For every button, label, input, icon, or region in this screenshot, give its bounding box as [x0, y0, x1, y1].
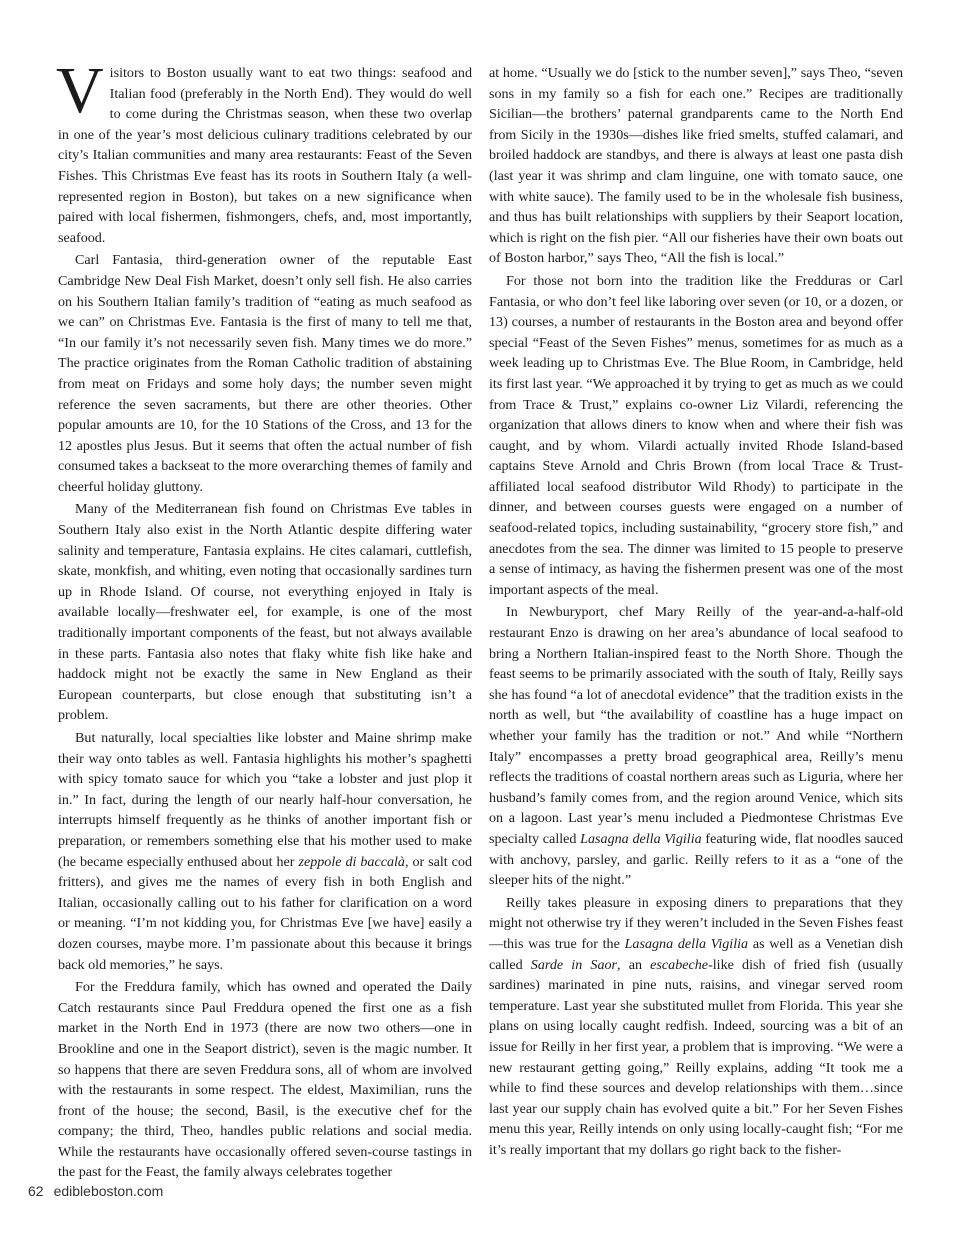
paragraph — [489, 602, 903, 890]
italic-term: zeppole di baccalà — [298, 853, 405, 870]
paragraph: at home. “Usually we do [stick to the number seven],” says Theo, “seven sons in my family so a fish for each one.” Recipes are traditionally Sicilian—the brothers’ paternal grandparents came to the North End from Sicily in the 1930s—dishes like fried smelts, stuffed calamari, and broiled haddock are standbys, and there is always at least one pasta dish (last year it was shrimp and clam linguine, one with tomato sauce, one with white sauce). The family used to be in the wholesale fish business, and thus has built relationships with suppliers by their Seaport location, which is right on the fish pier. “All our fisheries have their own boats out of Boston harbor,” says Theo, “All the fish is local.” — [489, 65, 903, 267]
italic-term: Sarde in Saor — [530, 956, 618, 973]
paragraph-text: -like dish of fried fish (usually sardines) marinated in pine nuts, raisins, and vinegar served room temperature. Last year she substituted mullet from Florida. This year she plans on using locally caught redfish. Indeed, sourcing was a bit of an issue for Reilly in her first year, a problem that is improving. “We were a new restaurant getting going,” Reilly explains, adding “It took me a while to find these sources and develop relationships with them…since last year our supply chain has evolved quite a bit.” For her Seven Fishes menu this year, Reilly intends on only using locally-caught fish; “For me it’s really important that my dollars go right back to the fisher- — [489, 956, 903, 1158]
paragraph-text: But naturally, local specialties like lobster and Maine shrimp make their way onto tables as well. Fantasia highlights his mother’s spaghetti with spicy tomato sauce for which you “take a lobster and just plop it in.” In fact, during the length of our nearly half-hour conversation, he interrupts himself frequently as he thinks of another important fish or preparation, or remembers something else that his mother used to make (he became especially enthused about her — [58, 730, 472, 870]
paragraph: For those not born into the tradition like the Fredduras or Carl Fantasia, or who don’t feel like laboring over seven (or 10, or a dozen, or 13) courses, a number of restaurants in the Boston area and beyond offer special “Feast of the Seven Fishes” menus, sometimes for as much as a week leading up to Christmas Eve. The Blue Room, in Cambridge, held its first last year. “We approached it by trying to get as much as we could from Trace & Trust,” explains co-owner Liz Vilardi, referencing the organization that allows diners to know when and where their fish was caught, and by whom. Vilardi actually invited Rhode Island-based captains Steve Arnold and Chris Brown (from local Trace & Trust-affiliated local seafood distributor Wild Rhody) to participate in the dinner, and between courses guests were engaged on a number of seafood-related topics, including sustainability, “grocery store fish,” and anecdotes from the sea. The dinner was limited to 15 people to preserve a sense of intimacy, as having the fishermen present was one of the most important aspects of the meal. — [489, 272, 903, 598]
paragraph-text: , or salt cod fritters), and gives me the names of every fish in both English and Italian, occasionally calling out to his father for clarification on a word or meaning. “I’m not kidding you, for Christmas Eve [we have] easily a dozen courses, maybe more. I’m passionate about this because it brings back old memories,” he says. — [58, 853, 473, 973]
italic-term: escabeche — [650, 956, 709, 973]
paragraph: Carl Fantasia, third-generation owner of the reputable East Cambridge New Deal Fish Market, doesn’t only sell fish. He also carries on his Southern Italian family’s tradition of “eating as much seafood as we can” on Christmas Eve. Fantasia is the first of many to tell me that, “In our family it’s not necessarily seven fish. Many times we do more.” The practice originates from the Roman Catholic tradition of abstaining from meat on Fridays and some holy days; the number seven might reference the seven sacraments, but there are other theories. Other popular amounts are 10, for the 10 Stations of the Cross, and 13 for the 12 apostles plus Jesus. But it seems that often the actual number of fish consumed takes a backseat to the more overarching themes of family and cheerful holiday gluttony. — [58, 252, 472, 495]
paragraph-text: as well as a Venetian dish called — [489, 935, 903, 973]
paragraph: For the Freddura family, which has owned and operated the Daily Catch restaurants since Paul Freddura opened the first one as a fish market in the North End in 1973 (there are now two others—one in Brookline and one in the Seaport district), seven is the magic number. It so happens that there are seven Freddura sons, all of whom are involved with the restaurants in some respect. The eldest, Maximilian, runs the front of the house; the second, Basil, is the executive chef for the company; the third, Theo, handles public relations and social media. While the restaurants have occasionally offered seven-course tastings in the past for the Feast, the family always celebrates together — [58, 979, 472, 1181]
page-number: 62 — [28, 1183, 44, 1199]
paragraph — [58, 728, 472, 975]
page-footer — [28, 1183, 163, 1199]
paragraph-text: , an — [617, 956, 651, 973]
paragraph-text: Reilly takes pleasure in exposing diners to preparations that they might not otherwise try if they weren’t included in the Seven Fishes feast—this was true for the — [489, 894, 903, 952]
paragraph: Many of the Mediterranean fish found on Christmas Eve tables in Southern Italy also exist in the North Atlantic despite differing water salinity and temperature, Fantasia explains. He cites calamari, cuttlefish, skate, monkfish, and whiting, even noting that occasionally sardines turn up in Rhode Island. Of course, not everything enjoyed in Italy is available locally—freshwater eel, for example, is one of the most traditionally important components of the feast, but not always available in these parts. Fantasia also notes that flaky white fish like hake and haddock might not be exactly the same in New England as their European counterparts, but close enough that substituting isn’t a problem. — [58, 501, 472, 724]
paragraph — [56, 54, 472, 248]
italic-term: Lasagna della Vigilia — [580, 830, 702, 847]
footer-site-link[interactable]: edibleboston.com — [53, 1183, 164, 1199]
article-left-column — [56, 54, 473, 1185]
paragraph — [489, 893, 903, 1161]
paragraph-text: featuring wide, flat noodles sauced with anchovy, parsley, and garlic. Reilly refers to it as a “one of the sleeper hits of the night.” — [489, 830, 904, 889]
paragraph-text: In Newburyport, chef Mary Reilly of the year-and-a-half-old restaurant Enzo is drawing on her area’s abundance of local seafood to bring a Northern Italian-inspired feast to the North Shore. Though the feast seems to be primarily associated with the south of Italy, Reilly says she has found “a lot of anecdotal evidence” that the tradition exists in the north as well, but “the availability of coastline has a huge impact on whether your family has the tradition or not.” And while “Northern Italy” encompasses a pretty broad geographical area, Reilly’s menu reflects the traditions of coastal northern areas such as Liguria, where her husband’s family comes from, and the region around Venice, which sits on a lagoon. Last year’s menu included a Piedmontese Christmas Eve specialty called — [489, 604, 903, 847]
paragraph-text: isitors to Boston usually want to eat two things: seafood and Italian food (preferably in the North End). They would do well to come during the Christmas season, when these two overlap in one of the year’s most delicious culinary traditions celebrated by our city’s Italian communities and many area restaurants: Feast of the Seven Fishes. This Christmas Eve feast has its roots in Southern Italy (a well-represented region in Boston), but takes on a new significance when paired with local fishermen, fishmongers, chefs, and, most importantly, seafood. — [58, 65, 472, 246]
article-right-column — [489, 63, 903, 1162]
drop-cap: V — [56, 54, 104, 127]
italic-term: Lasagna della Vigilia — [624, 935, 749, 952]
